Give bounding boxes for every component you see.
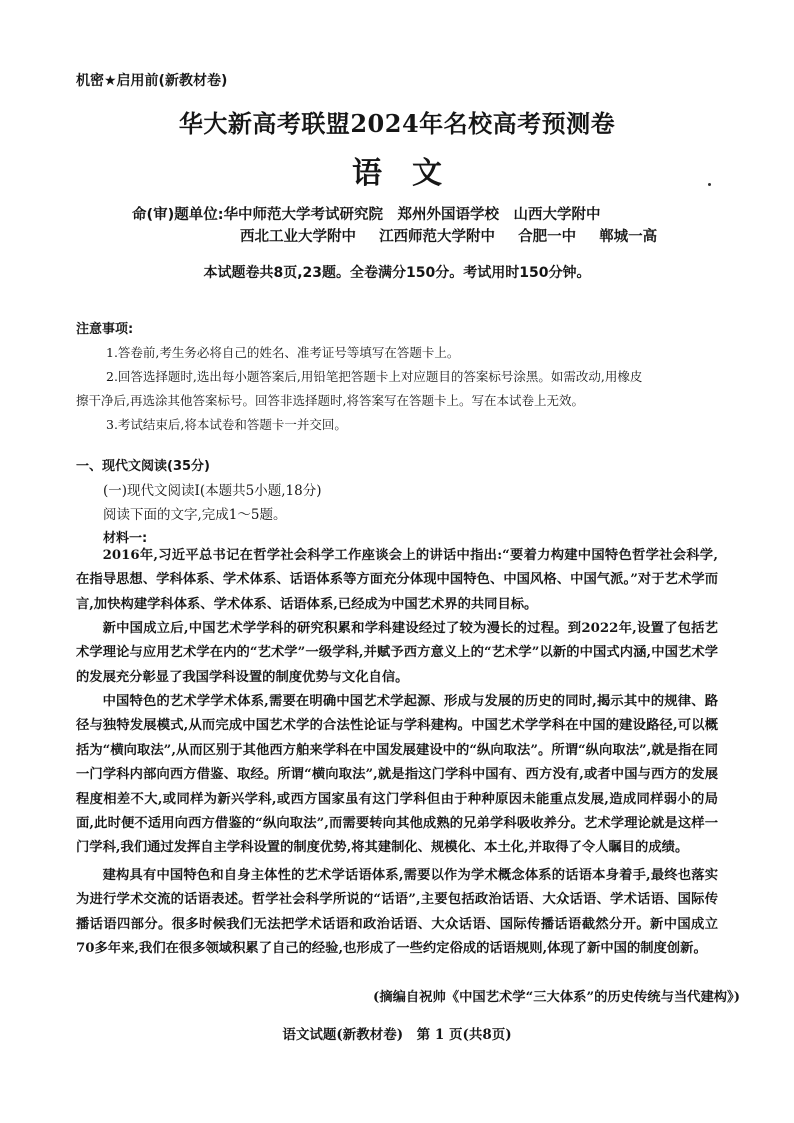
unit-item: 西北工业大学附中	[240, 228, 356, 245]
authoring-units-line-2	[240, 225, 675, 246]
exam-title: 华大新高考联盟2024年名校高考预测卷	[178, 109, 616, 138]
material-label: 材料一:	[103, 531, 148, 546]
note-item: 2.回答选择题时,选出每小题答案后,用铅笔把答题卡上对应题目的答案标号涂黑。如需改动,用橡皮	[106, 369, 643, 384]
note-item: 3.考试结束后,将本试卷和答题卡一并交回。	[106, 417, 347, 432]
unit-item: 江西师范大学附中	[379, 228, 496, 245]
page-footer: 语文试题(新教材卷) 第 1 页(共8页)	[282, 1027, 512, 1043]
speck-mark	[708, 183, 711, 186]
authoring-units-line-1	[132, 203, 601, 224]
notes-heading: 注意事项:	[76, 322, 134, 337]
section-heading: 一、现代文阅读(35分)	[76, 459, 210, 474]
note-item: 1.答卷前,考生务必将自己的姓名、准考证号等填写在答题卡上。	[106, 345, 460, 360]
passage-paragraph: 中国特色的艺术学学术体系,需要在明确中国艺术学起源、形成与发展的历史的同时,揭示其中的规律、路径与独特发展模式,从而完成中国艺术学的合法性论证与学科建构。中国艺术学学科在中国的建设路径,可以概括为“横向取法”,从而区别于其他西方舶来学科在中国发展建设中的“纵向取法”。所谓“纵向取法”,就是指在同一门学科内部向西方借鉴、取经。所谓“横向取法”,就是指这门学科中国有、西方没有,或者中国与西方的发展程度相差不大,或同样为新兴学科,或西方国家虽有这门学科但由于种种原因未能重点发展,造成同样弱小的局面,此时便不适用向西方借鉴的“纵向取法”,而需要转向其他成熟的兄弟学科吸收养分。艺术学理论就是这样一门学科,我们通过发挥自主学科设置的制度优势,将其建制化、规模化、本土化,并取得了令人瞩目的成绩。	[76, 694, 718, 856]
passage-paragraph: 新中国成立后,中国艺术学学科的研究积累和学科建设经过了较为漫长的过程。到2022年,设置了包括艺术学理论与应用艺术学在内的“艺术学”一级学科,并赋予西方意义上的“艺术学”以新的中国式内涵,中国艺术学的发展充分彰显了我国学科设置的制度优势与文化自信。	[76, 621, 718, 685]
source-citation: (摘编自祝帅《中国艺术学“三大体系”的历史传统与当代建构》)	[373, 990, 740, 1005]
confidential-label: 机密★启用前(新教材卷)	[76, 73, 228, 89]
exam-info: 本试题卷共8页,23题。全卷满分150分。考试用时150分钟。	[203, 265, 591, 281]
subject-title: 语文	[352, 156, 472, 191]
reading-instruction: 阅读下面的文字,完成1～5题。	[103, 507, 287, 523]
authoring-units-label: 命(审)题单位:	[132, 207, 224, 223]
passage-paragraph: 建构具有中国特色和自身主体性的艺术学话语体系,需要以作为学术概念体系的话语本身着手,最终也落实为进行学术交流的话语表述。哲学社会科学所说的“话语”,主要包括政治话语、大众话语、学术话语、国际传播话语四部分。很多时候我们无法把学术话语和政治话语、大众话语、国际传播话语截然分开。新中国成立70多年来,我们在很多领域积累了自己的经验,也形成了一些约定俗成的话语规则,体现了新中国的制度创新。	[76, 868, 718, 957]
passage-paragraph: 2016年,习近平总书记在哲学社会科学工作座谈会上的讲话中指出:“要着力构建中国特色哲学社会科学,在指导思想、学科体系、学术体系、话语体系等方面充分体现中国特色、中国风格、中国气派。”对于艺术学而言,加快构建学科体系、学术体系、话语体系,已经成为中国艺术界的共同目标。	[76, 548, 718, 612]
unit-item: 合肥一中	[518, 228, 577, 245]
subsection-heading: (一)现代文阅读Ⅰ(本题共5小题,18分)	[103, 483, 322, 499]
authoring-units-list: 华中师范大学考试研究院 郑州外国语学校 山西大学附中	[223, 206, 601, 223]
note-item: 擦干净后,再选涂其他答案标号。回答非选择题时,将答案写在答题卡上。写在本试卷上无效。	[76, 393, 584, 408]
unit-item: 郸城一高	[599, 228, 658, 245]
